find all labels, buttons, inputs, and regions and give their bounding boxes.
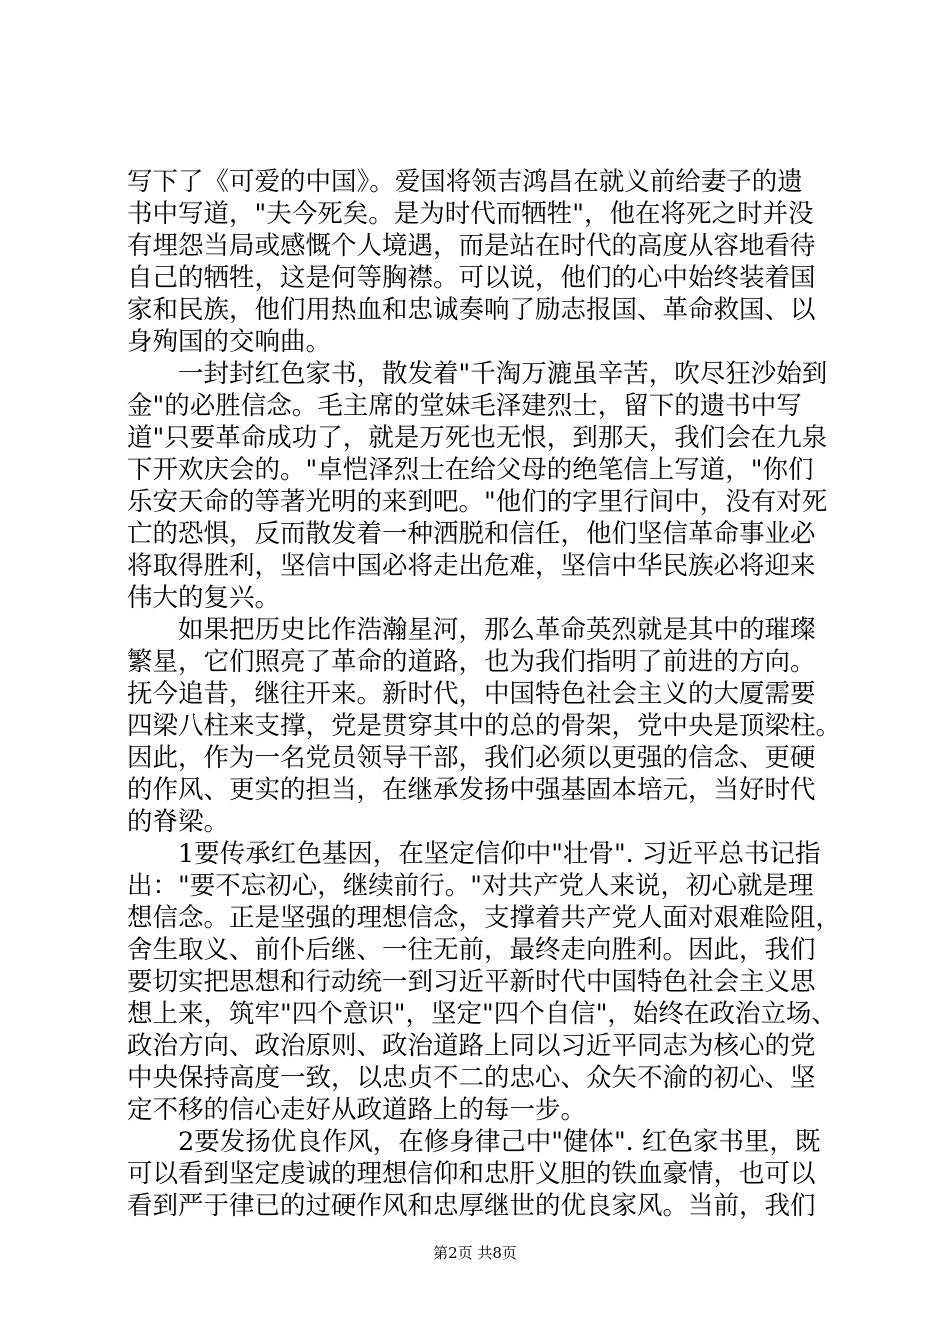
text-line: 下开欢庆会的。"卓恺泽烈士在给父母的绝笔信上写道，"你们 <box>127 455 814 485</box>
text-line: 抚今追昔，继往开来。新时代，中国特色社会主义的大厦需要 <box>127 679 816 709</box>
body-text <box>127 166 843 1222</box>
text-line: 2要发扬优良作风，在修身律己中"健体". 红色家书里，既 <box>127 1127 821 1157</box>
text-line: 舍生取义、前仆后继、一往无前，最终走向胜利。因此，我们 <box>127 935 816 965</box>
text-line: 政治方向、政治原则、政治道路上同以习近平同志为核心的党 <box>127 1031 816 1061</box>
text-line: 中央保持高度一致，以忠贞不二的忠心、众矢不渝的初心、坚 <box>127 1063 816 1093</box>
text-line: 想信念。正是坚强的理想信念，支撑着共产党人面对艰难险阻， <box>127 903 842 933</box>
text-line: 书中写道，"夫今死矣。是为时代而牺牲"，他在将死之时并没 <box>127 199 814 229</box>
text-line: 亡的恐惧，反而散发着一种洒脱和信任，他们坚信革命事业必 <box>127 519 816 549</box>
text-line: 出："要不忘初心，继续前行。"对共产党人来说，初心就是理 <box>127 871 814 901</box>
text-line: 看到严于律已的过硬作风和忠厚继世的优良家风。当前，我们 <box>127 1191 816 1221</box>
text-line: 金"的必胜信念。毛主席的堂妹毛泽建烈士，留下的遗书中写 <box>127 391 802 421</box>
text-line: 将取得胜利，坚信中国必将走出危难，坚信中华民族必将迎来 <box>127 551 816 581</box>
text-line: 可以看到坚定虔诚的理想信仰和忠肝义胆的铁血豪情，也可以 <box>127 1159 816 1189</box>
text-line: 定不移的信心走好从政道路上的每一步。 <box>127 1095 587 1125</box>
text-line: 如果把历史比作浩瀚星河，那么革命英烈就是其中的璀璨 <box>127 615 816 645</box>
text-line: 要切实把思想和行动统一到习近平新时代中国特色社会主义思 <box>127 967 816 997</box>
text-line: 想上来，筑牢"四个意识"，坚定"四个自信"，始终在政治立场、 <box>127 999 837 1029</box>
text-line: 四梁八柱来支撑，党是贯穿其中的总的骨架，党中央是顶梁柱。 <box>127 711 842 741</box>
text-line: 的作风、更实的担当，在继承发扬中强基固本培元，当好时代 <box>127 775 816 805</box>
text-line: 伟大的复兴。 <box>127 583 281 613</box>
text-line: 1要传承红色基因，在坚定信仰中"壮骨". 习近平总书记指 <box>127 839 821 869</box>
text-line: 身殉国的交响曲。 <box>127 327 332 357</box>
text-line: 道"只要革命成功了，就是万死也无恨，到那天，我们会在九泉 <box>127 423 828 453</box>
text-line: 自己的牺牲，这是何等胸襟。可以说，他们的心中始终装着国 <box>127 263 816 293</box>
text-line: 写下了《可爱的中国》。爱国将领吉鸿昌在就义前给妻子的遗 <box>127 167 803 197</box>
text-line: 乐安天命的等著光明的来到吧。"他们的字里行间中，没有对死 <box>127 487 828 517</box>
text-line: 有埋怨当局或感慨个人境遇，而是站在时代的高度从容地看待 <box>127 231 816 261</box>
text-line: 一封封红色家书，散发着"千淘万漉虽辛苦，吹尽狂沙始到 <box>127 359 828 389</box>
text-line: 家和民族，他们用热血和忠诚奏响了励志报国、革命救国、以 <box>127 295 816 325</box>
page-footer: 第2页 共8页 <box>433 1244 517 1262</box>
text-line: 的脊梁。 <box>127 807 230 837</box>
text-line: 因此，作为一名党员领导干部，我们必须以更强的信念、更硬 <box>127 743 816 773</box>
text-line: 繁星，它们照亮了革命的道路，也为我们指明了前进的方向。 <box>127 647 816 677</box>
